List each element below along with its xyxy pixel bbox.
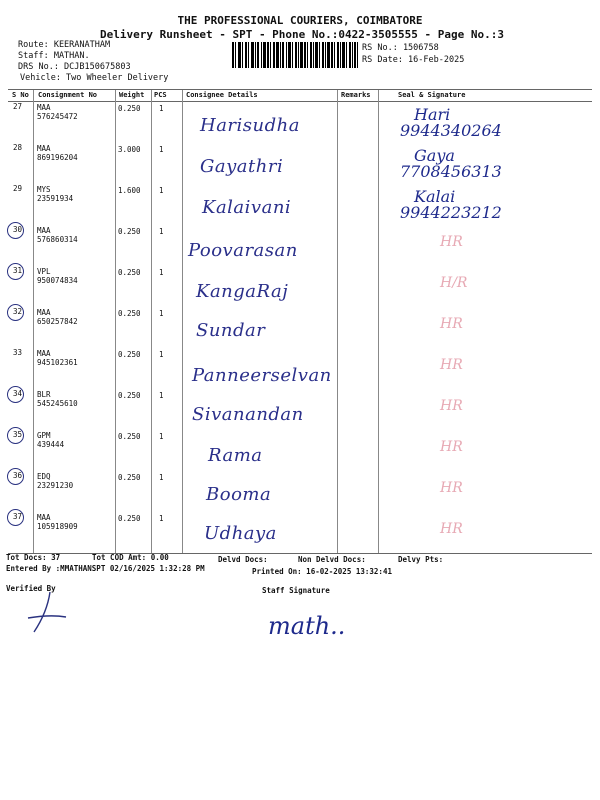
- verified-by-label: Verified By: [6, 584, 56, 593]
- weight-value: 0.250: [118, 268, 141, 277]
- serial-number: 31: [13, 266, 23, 275]
- weight-value: 0.250: [118, 227, 141, 236]
- weight-value: 0.250: [118, 514, 141, 523]
- pcs-value: 1: [159, 104, 164, 113]
- consignment-number: MAA 105918909: [37, 513, 78, 531]
- serial-circle-mark: [7, 222, 24, 239]
- serial-number: 29: [13, 184, 23, 193]
- consignee-name: Sundar: [196, 320, 266, 341]
- receiver-phone: 9944340264: [400, 121, 502, 140]
- serial-number: 35: [13, 430, 23, 439]
- col-header-weight: Weight: [119, 91, 145, 99]
- col-divider: [337, 90, 338, 553]
- pcs-value: 1: [159, 514, 164, 523]
- serial-number: 32: [13, 307, 23, 316]
- serial-number: 36: [13, 471, 23, 480]
- consignment-number: MAA 869196204: [37, 144, 78, 162]
- consignee-name: Booma: [206, 484, 272, 505]
- entered-by: Entered By :MMATHANSPT 02/16/2025 1:32:28 PM: [6, 564, 205, 573]
- weight-value: 0.250: [118, 350, 141, 359]
- serial-number: 34: [13, 389, 23, 398]
- pcs-value: 1: [159, 473, 164, 482]
- rs-number: RS No.: 1506758: [362, 43, 439, 53]
- consignment-number: VPL 950074834: [37, 267, 78, 285]
- consignee-name: Sivanandan: [192, 404, 304, 425]
- consignment-number: MAA 576860314: [37, 226, 78, 244]
- staff-signature: math..: [268, 612, 346, 640]
- pcs-value: 1: [159, 432, 164, 441]
- serial-number: 28: [13, 143, 23, 152]
- col-header-seal: Seal & Signature: [398, 91, 466, 99]
- pcs-value: 1: [159, 391, 164, 400]
- weight-value: 0.250: [118, 473, 141, 482]
- serial-circle-mark: [7, 386, 24, 403]
- consignment-number: MAA 576245472: [37, 103, 78, 121]
- weight-value: 1.600: [118, 186, 141, 195]
- col-header-consignee: Consignee Details: [186, 91, 258, 99]
- consignment-number: MAA 945102361: [37, 349, 78, 367]
- col-header-remarks: Remarks: [341, 91, 371, 99]
- consignment-number: GPM 439444: [37, 431, 65, 449]
- serial-circle-mark: [7, 509, 24, 526]
- receiver-signature: Kalai: [414, 187, 456, 206]
- runsheet-subtitle: Delivery Runsheet - SPT - Phone No.:0422-3505555 - Page No.:3: [100, 28, 504, 41]
- serial-circle-mark: [7, 427, 24, 444]
- total-docs: Tot Docs: 37: [6, 553, 61, 562]
- seal-mark: HR: [440, 234, 463, 250]
- receiver-signature: Hari: [414, 105, 451, 124]
- consignee-name: Poovarasan: [188, 240, 298, 261]
- weight-value: 0.250: [118, 104, 141, 113]
- non-delivered-docs: Non Delvd Docs:: [298, 555, 366, 564]
- seal-mark: HR: [440, 480, 463, 496]
- printed-on: Printed On: 16-02-2025 13:32:41: [252, 567, 392, 576]
- col-divider: [378, 90, 379, 553]
- col-header-consignment: Consignment No: [38, 91, 98, 99]
- seal-mark: HR: [440, 357, 463, 373]
- pcs-value: 1: [159, 309, 164, 318]
- consignee-name: Panneerselvan: [192, 365, 332, 386]
- seal-mark: HR: [440, 439, 463, 455]
- drs-number: DRS No.: DCJB150675803: [18, 62, 131, 72]
- rs-date: RS Date: 16-Feb-2025: [362, 55, 465, 65]
- staff-signature-label: Staff Signature: [262, 586, 330, 595]
- seal-mark: HR: [440, 521, 463, 537]
- serial-number: 27: [13, 102, 23, 111]
- col-divider: [151, 90, 152, 553]
- col-header-sno: S No: [12, 91, 29, 99]
- consignment-number: BLR 545245610: [37, 390, 78, 408]
- consignee-name: Rama: [208, 445, 263, 466]
- route-label: Route: KEERANATHAM: [18, 40, 111, 50]
- pcs-value: 1: [159, 145, 164, 154]
- serial-circle-mark: [7, 468, 24, 485]
- consignment-number: EDQ 23291230: [37, 472, 74, 490]
- consignee-name: KangaRaj: [196, 281, 289, 302]
- serial-number: 30: [13, 225, 23, 234]
- receiver-signature: Gaya: [414, 146, 455, 165]
- pcs-value: 1: [159, 268, 164, 277]
- weight-value: 0.250: [118, 391, 141, 400]
- consignee-name: Harisudha: [200, 115, 300, 136]
- vehicle-label: Vehicle: Two Wheeler Delivery: [20, 73, 169, 83]
- weight-value: 3.000: [118, 145, 141, 154]
- staff-label: Staff: MATHAN.: [18, 51, 90, 61]
- verifier-signature-mark: [24, 588, 70, 638]
- receiver-phone: 7708456313: [400, 162, 502, 181]
- pcs-value: 1: [159, 227, 164, 236]
- receiver-phone: 9944223212: [400, 203, 502, 222]
- delivered-docs: Delvd Docs:: [218, 555, 268, 564]
- consignment-number: MAA 650257842: [37, 308, 78, 326]
- pcs-value: 1: [159, 186, 164, 195]
- col-divider: [115, 90, 116, 553]
- col-divider: [33, 90, 34, 553]
- serial-number: 37: [13, 512, 23, 521]
- delivery-points: Delvy Pts:: [398, 555, 444, 564]
- consignee-name: Udhaya: [204, 523, 277, 544]
- consignee-name: Gayathri: [200, 156, 284, 177]
- document-title: THE PROFESSIONAL COURIERS, COIMBATORE: [177, 14, 423, 27]
- weight-value: 0.250: [118, 309, 141, 318]
- col-divider: [182, 90, 183, 553]
- col-header-pcs: PCS: [154, 91, 167, 99]
- serial-number: 33: [13, 348, 23, 357]
- total-cod: Tot COD Amt: 0.00: [92, 553, 169, 562]
- pcs-value: 1: [159, 350, 164, 359]
- seal-mark: HR: [440, 398, 463, 414]
- table-top-border: [8, 89, 592, 90]
- weight-value: 0.250: [118, 432, 141, 441]
- serial-circle-mark: [7, 304, 24, 321]
- table-header-border: [8, 101, 592, 102]
- consignment-number: MYS 23591934: [37, 185, 74, 203]
- seal-mark: HR: [440, 316, 463, 332]
- consignee-name: Kalaivani: [202, 197, 292, 218]
- seal-mark: H/R: [440, 275, 468, 291]
- serial-circle-mark: [7, 263, 24, 280]
- barcode-image: [232, 42, 358, 68]
